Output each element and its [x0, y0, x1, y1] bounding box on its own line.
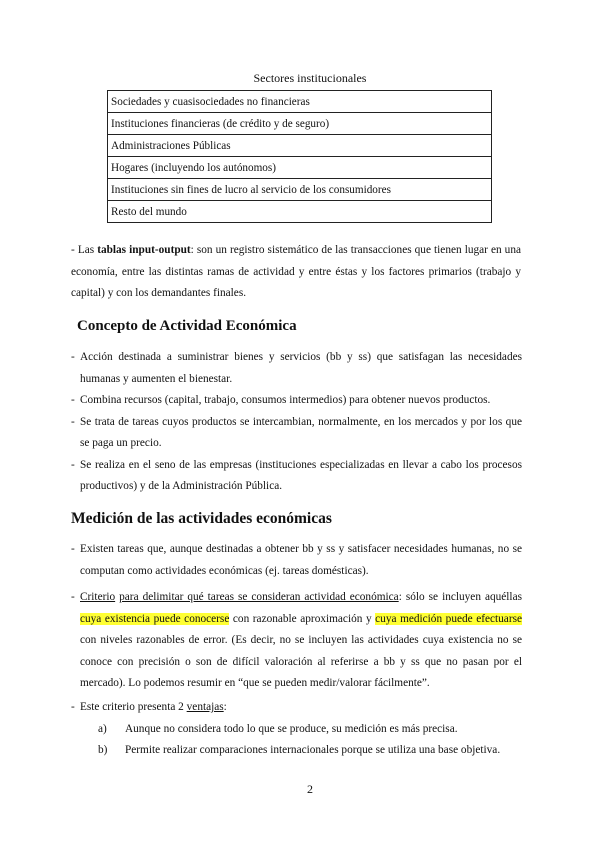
table-row: [108, 201, 492, 223]
sub-item-text: Permite realizar comparaciones internacionales porque se utiliza una base objetiva.: [125, 744, 501, 756]
sub-item-marker: a): [98, 722, 107, 735]
table-cell: Resto del mundo: [108, 201, 492, 223]
highlight-existencia: cuya existencia puede conocerse: [80, 612, 230, 625]
dash-marker: -: [71, 351, 75, 363]
table-row: [108, 157, 492, 179]
sectors-table: [107, 90, 492, 223]
table-cell: Sociedades y cuasisociedades no financieras: [108, 91, 492, 113]
ventajas-colon: :: [223, 701, 227, 713]
highlight-medicion: cuya medición puede efectuarse: [375, 612, 522, 625]
criterio-item: [71, 587, 522, 695]
dash-marker: -: [71, 591, 75, 603]
ventajas-lead: Este criterio presenta 2: [80, 701, 187, 713]
criterio-text-2: con razonable aproximación y: [229, 612, 376, 625]
medicion-list: [71, 539, 522, 695]
list-item: [71, 390, 522, 412]
dash-marker: -: [71, 394, 75, 406]
io-text: : son un registro sistemático de las transacciones que tienen lugar en una economía, entre las distintas ramas de actividad y entre éstas y los factores primarios (trabajo y capital) y con los demandantes finales.: [71, 244, 521, 299]
criterio-purpose: para delimitar qué tareas se consideran actividad económica: [119, 591, 399, 603]
list-item: [71, 347, 522, 390]
dash-marker: -: [71, 458, 75, 471]
concepto-list: [71, 347, 522, 498]
io-term: tablas input-output: [97, 244, 191, 256]
ventajas-sublist: [80, 719, 522, 762]
list-item-text: Se trata de tareas cuyos productos se intercambian, normalmente, en los mercados y por los que se paga un precio.: [80, 415, 522, 449]
heading-concepto: Concepto de Actividad Económica: [77, 318, 297, 334]
page-number: 2: [307, 782, 313, 796]
table-row: [108, 113, 492, 135]
ventajas-term: ventajas: [186, 701, 224, 713]
sub-item: [80, 719, 522, 741]
table-caption: Sectores institucionales: [253, 71, 367, 85]
list-item-text: Existen tareas que, aunque destinadas a obtener bb y ss y satisfacer necesidades humanas, no se computan como actividades económicas (ej. tareas domésticas).: [80, 543, 522, 577]
sub-item-marker: b): [98, 744, 108, 756]
criterio-text-1: : sólo se incluyen aquéllas: [398, 591, 522, 603]
dash-marker: -: [71, 415, 75, 428]
table-row: [108, 179, 492, 201]
list-item-text: Acción destinada a suministrar bienes y servicios (bb y ss) que satisfagan las necesidades humanas y aumenten el bienestar.: [80, 351, 522, 385]
criterio-term: Criterio: [80, 591, 116, 603]
ventajas-item: [71, 697, 522, 762]
heading-medicion: Medición de las actividades económicas: [71, 510, 332, 527]
table-cell: Administraciones Públicas: [108, 135, 492, 157]
io-prefix: - Las: [71, 244, 98, 256]
table-cell: Instituciones sin fines de lucro al servicio de los consumidores: [108, 179, 492, 201]
table-row: [108, 91, 492, 113]
list-item-text: Se realiza en el seno de las empresas (instituciones especializadas en llevar a cabo los procesos productivos) y de la Administración Pública.: [80, 458, 522, 492]
sub-item: [80, 740, 522, 762]
criterio-text-3: con niveles razonables de error. (Es decir, no se incluyen las actividades cuya existencia no se conoce con precisión o son de difícil valoración al referirse a bb y ss que no pasan por el mercado). Lo podemos resumir en “que se pueden medir/valorar fácilmente”.: [80, 634, 522, 689]
table-cell: Instituciones financieras (de crédito y de seguro): [108, 113, 492, 135]
table-cell: Hogares (incluyendo los autónomos): [108, 157, 492, 179]
list-item: [71, 412, 522, 455]
input-output-paragraph: [71, 240, 521, 305]
list-item: [71, 455, 522, 498]
ventajas-list: [71, 697, 522, 762]
sub-item-text: Aunque no considera todo lo que se produce, su medición es más precisa.: [125, 722, 458, 735]
dash-marker: -: [71, 543, 75, 555]
list-item: [71, 539, 522, 582]
dash-marker: -: [71, 701, 75, 713]
table-row: [108, 135, 492, 157]
list-item-text: Combina recursos (capital, trabajo, consumos intermedios) para obtener nuevos productos.: [80, 394, 491, 406]
